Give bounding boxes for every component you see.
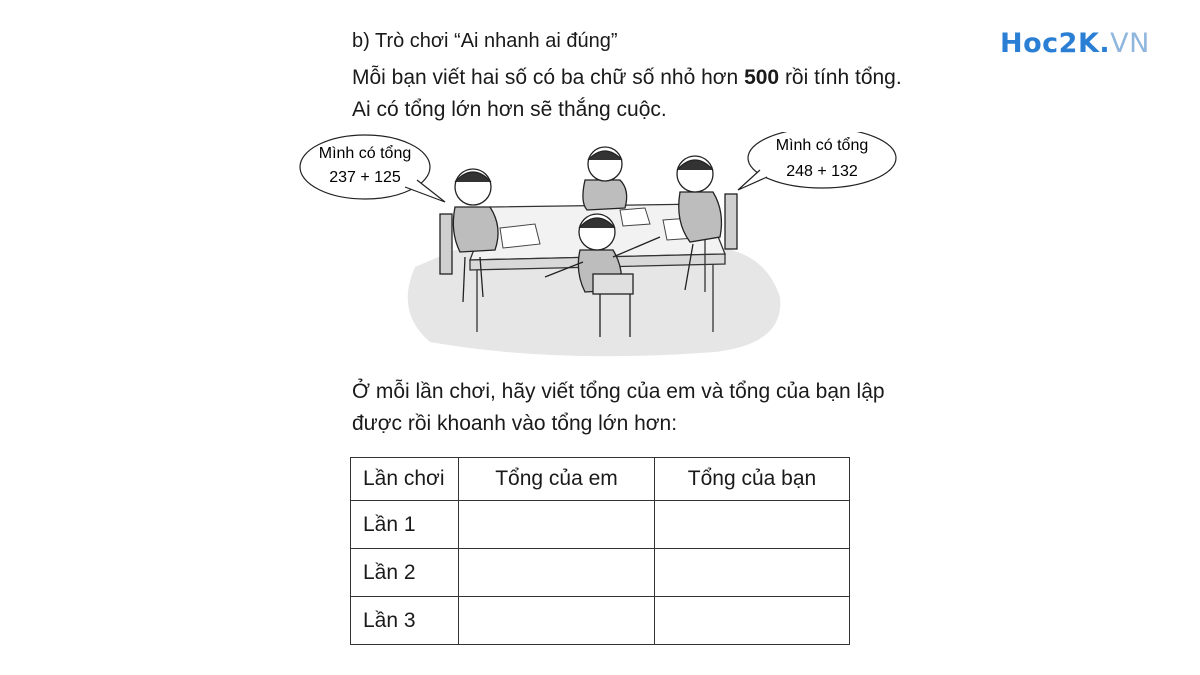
bubble-left-line2: 237 + 125 <box>329 169 401 186</box>
logo-suffix: VN <box>1110 28 1150 59</box>
row-label: Lần 2 <box>351 549 459 597</box>
speech-bubble-right <box>738 132 896 190</box>
header-round: Lần chơi <box>351 458 459 501</box>
children-playing-illustration <box>295 132 905 357</box>
bubble-right-line1: Mình có tổng <box>775 137 869 154</box>
row-label: Lần 1 <box>351 501 459 549</box>
friend-sum-cell[interactable] <box>655 597 850 645</box>
instruction-start: Mỗi bạn viết hai số có ba chữ số nhỏ hơn <box>352 66 745 89</box>
table-row <box>351 501 850 549</box>
my-sum-cell[interactable] <box>459 597 655 645</box>
instruction-end: rồi tính tổng. Ai có tổng lớn hơn sẽ thắng cuộc. <box>352 66 902 121</box>
child-boy-back <box>583 147 627 210</box>
task-text: Ở mỗi lần chơi, hãy viết tổng của em và tổng của bạn lập được rồi khoanh vào tổng lớn hơn: <box>352 380 885 435</box>
header-my-sum: Tổng của em <box>459 458 655 501</box>
bubble-left-line1: Mình có tổng <box>318 145 412 162</box>
instruction-number: 500 <box>744 66 780 89</box>
table-row <box>351 597 850 645</box>
logo-main: Hoc2K. <box>1000 28 1111 59</box>
game-results-table <box>350 457 850 645</box>
my-sum-cell[interactable] <box>459 501 655 549</box>
bubble-right-line2: 248 + 132 <box>786 163 858 180</box>
my-sum-cell[interactable] <box>459 549 655 597</box>
exercise-heading: b) Trò chơi “Ai nhanh ai đúng” <box>352 30 618 52</box>
header-friend-sum: Tổng của bạn <box>655 458 850 501</box>
speech-bubble-left <box>300 135 445 202</box>
row-label: Lần 3 <box>351 597 459 645</box>
table-row <box>351 549 850 597</box>
instruction-text <box>352 62 912 126</box>
site-logo <box>1000 28 1150 59</box>
friend-sum-cell[interactable] <box>655 501 850 549</box>
table-header-row <box>351 458 850 501</box>
friend-sum-cell[interactable] <box>655 549 850 597</box>
